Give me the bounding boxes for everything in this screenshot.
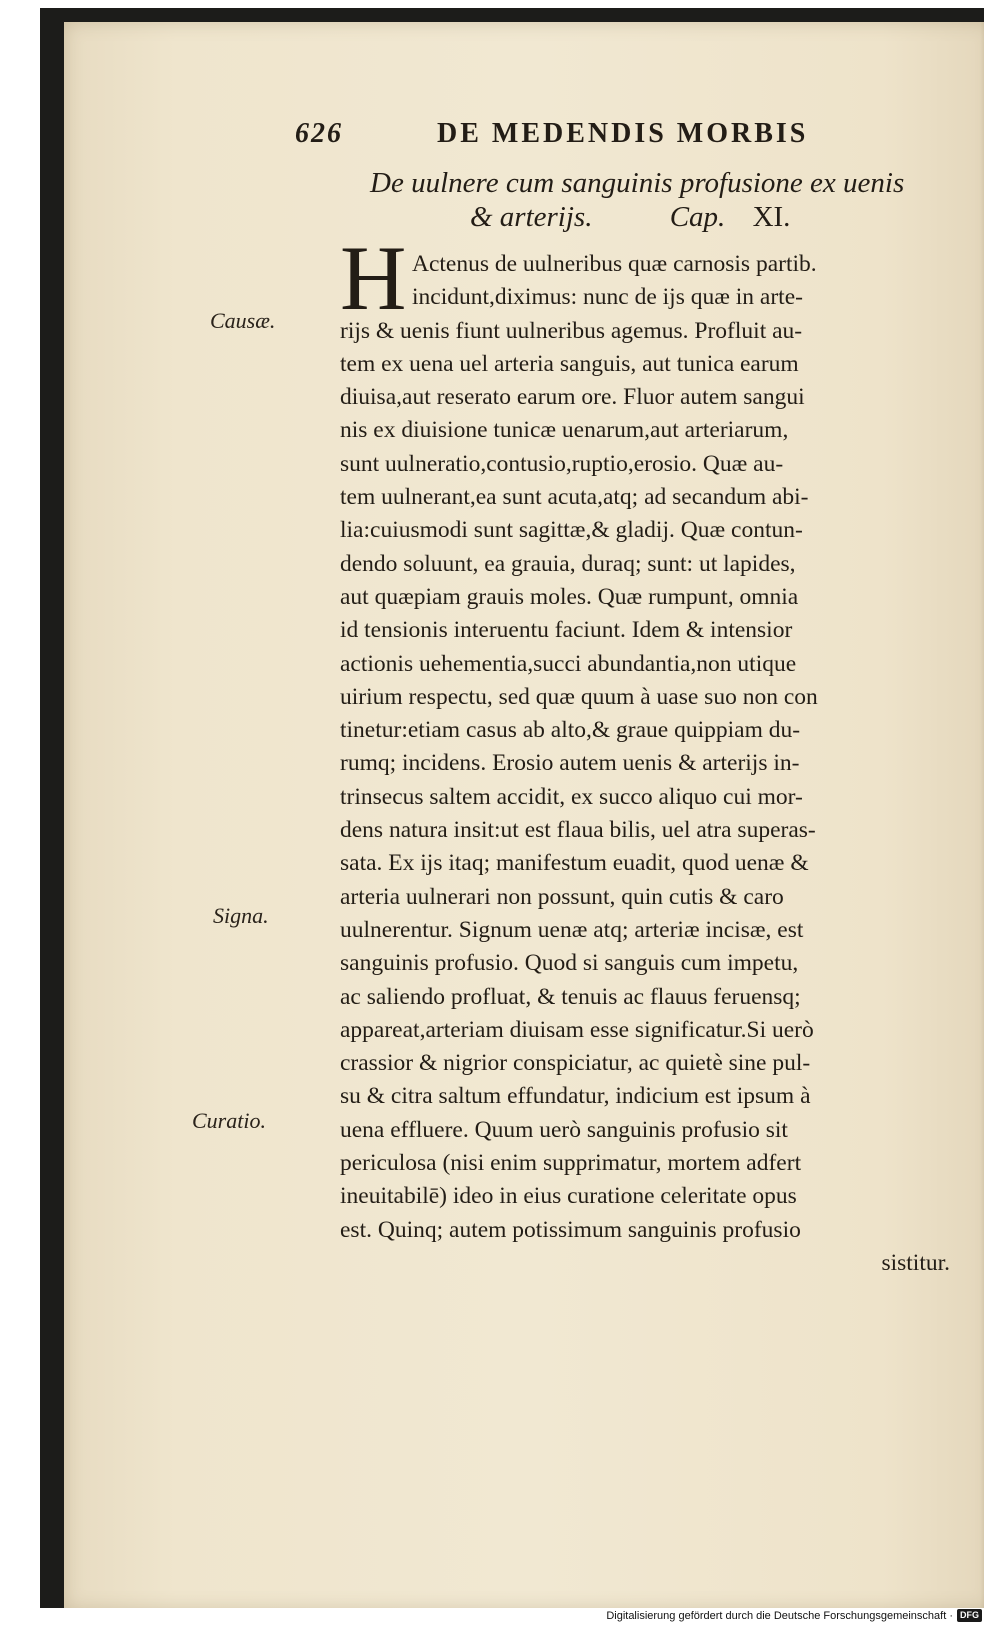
text-line: sanguinis profusio. Quod si sanguis cum impetu,	[340, 950, 799, 977]
text-line-last: sistitur.	[881, 1249, 950, 1276]
text-line: est. Quinq; autem potissimum sanguinis profusio	[340, 1216, 801, 1243]
text-line: periculosa (nisi enim supprimatur, mortem adfert	[340, 1150, 802, 1177]
text-line: tinetur:etiam casus ab alto,& graue quippiam du-	[340, 717, 801, 744]
text-line: appareat,arteriam diuisam esse significatur.Si uerò	[340, 1016, 814, 1043]
text-line: Actenus de uulneribus quæ carnosis partib.	[412, 251, 817, 277]
chapter-cap-label: Cap.	[669, 201, 726, 233]
text-line: su & citra saltum effundatur, indicium est ipsum à	[340, 1083, 811, 1110]
chapter-cap-number: XI.	[752, 201, 791, 233]
text-line: incidunt,diximus: nunc de ijs quæ in arte-	[412, 284, 803, 311]
text-line: uulnerentur. Signum uenæ atq; arteriæ incisæ, est	[340, 916, 804, 943]
text-line: ac saliendo profluat, & tenuis ac flauus feruensq;	[340, 983, 801, 1010]
text-line: uirium respectu, sed quæ quum à uase suo non con	[340, 683, 818, 710]
margin-note-signa: Signa.	[213, 903, 269, 928]
text-line: dendo soluunt, ea grauia, duraq; sunt: ut lapides,	[340, 550, 796, 577]
text-line: aut quæpiam grauis moles. Quæ rumpunt, omnia	[340, 583, 799, 610]
body-text	[340, 248, 950, 1280]
running-title: DE MEDENDIS MORBIS	[437, 118, 809, 149]
drop-cap-initial: H	[340, 227, 407, 329]
text-line: dens natura insit:ut est flaua bilis, uel atra superas-	[340, 817, 816, 844]
text-line: sata. Ex ijs itaq; manifestum euadit, quod uenæ &	[340, 850, 809, 877]
text-line: diuisa,aut reserato earum ore. Fluor autem sangui	[340, 384, 805, 411]
text-line: arteria uulnerari non possunt, quin cutis & caro	[340, 883, 784, 910]
paper-edge-shadow	[980, 22, 984, 1608]
page-number: 626	[295, 118, 343, 149]
margin-note-curatio: Curatio.	[192, 1108, 266, 1133]
text-line: trinsecus saltem accidit, ex succo aliquo cui mor-	[340, 783, 803, 810]
chapter-title-line1: De uulnere cum sanguinis profusione ex uenis	[370, 167, 905, 199]
text-line: ineuitabilē) ideo in eius curatione celeritate opus	[340, 1183, 797, 1210]
chapter-title-line2: & arterijs.	[470, 201, 593, 233]
text-line: tem ex uena uel arteria sanguis, aut tunica earum	[340, 350, 799, 377]
text-line: id tensionis interuentu faciunt. Idem & intensior	[340, 617, 793, 644]
text-line: rumq; incidens. Erosio autem uenis & arterijs in-	[340, 750, 800, 777]
text-line: crassior & nigrior conspiciatur, ac quietè sine pul-	[340, 1050, 811, 1077]
text-line: tem uulnerant,ea sunt acuta,atq; ad secandum abi-	[340, 484, 809, 511]
text-line: actionis uehementia,succi abundantia,non utique	[340, 650, 797, 677]
chapter-title-line2-row	[370, 200, 950, 234]
dfg-logo-icon: DFG	[957, 1609, 982, 1622]
scanned-page	[40, 8, 984, 1608]
text-line: nis ex diuisione tunicæ uenarum,aut arteriarum,	[340, 417, 789, 444]
text-line: rijs & uenis fiunt uulneribus agemus. Profluit au-	[340, 317, 803, 344]
text-line: sunt uulneratio,contusio,ruptio,erosio. Quæ au-	[340, 450, 784, 477]
footer-credit-text: Digitalisierung gefördert durch die Deutsche Forschungsgemeinschaft ·	[606, 1609, 953, 1622]
text-line: uena effluere. Quum uerò sanguinis profusio sit	[340, 1116, 788, 1143]
footer-credit	[606, 1609, 982, 1622]
text-line: lia:cuiusmodi sunt sagittæ,& gladij. Quæ contun-	[340, 517, 803, 544]
margin-note-causae: Causæ.	[210, 308, 276, 333]
chapter-heading	[370, 166, 950, 234]
